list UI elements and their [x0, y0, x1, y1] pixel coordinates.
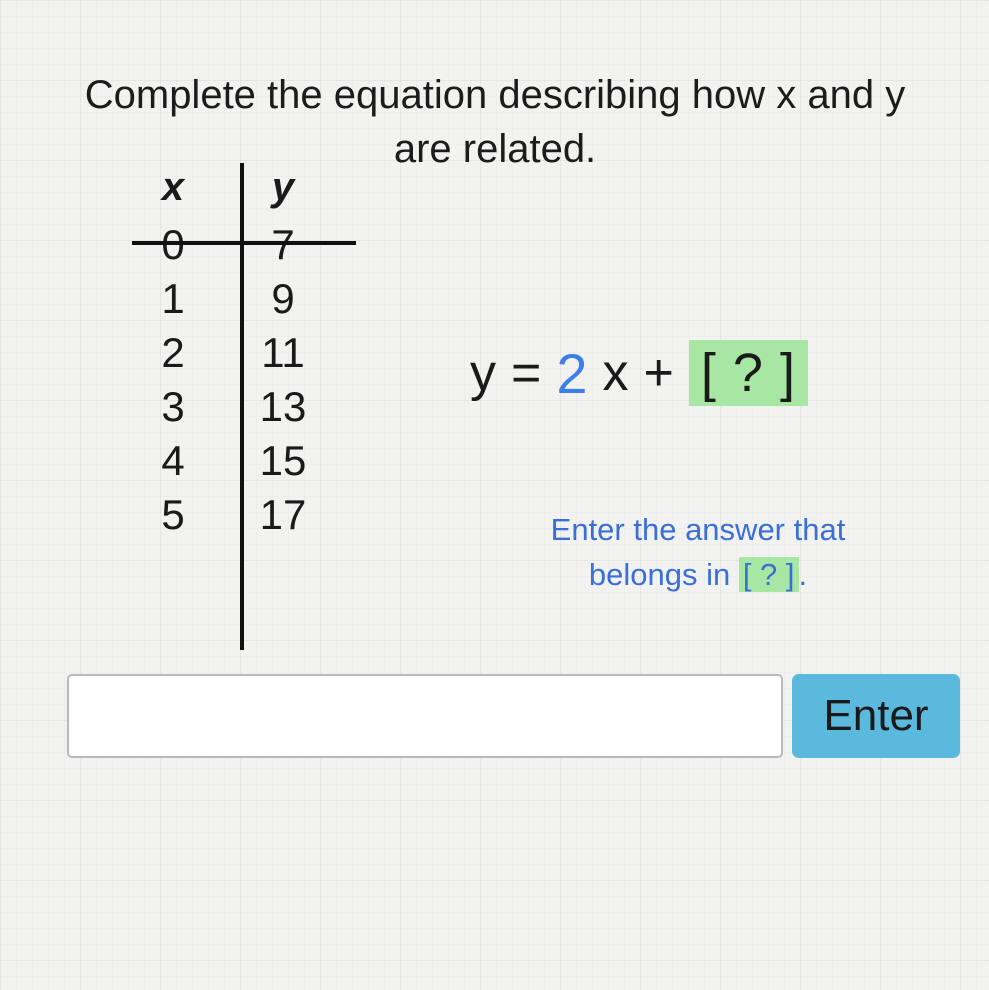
instruction-line-2-prefix: belongs in	[588, 556, 739, 592]
cell-y: 11	[261, 329, 305, 376]
equation-variable: x	[602, 344, 630, 403]
cell-y: 13	[259, 383, 307, 430]
table-header-row	[118, 163, 338, 218]
page-title: Complete the equation describing how x and y are related.	[84, 73, 906, 171]
table-row	[118, 272, 338, 326]
table-row	[118, 434, 338, 488]
equation-plus: +	[643, 344, 675, 403]
cell-y: 17	[259, 491, 307, 538]
cell-x	[118, 218, 228, 272]
cell-y: 9	[271, 275, 295, 322]
enter-button[interactable]: Enter	[792, 674, 960, 758]
equation-display	[470, 340, 808, 406]
instruction-line-2-suffix: .	[798, 556, 808, 592]
table-header-rule	[132, 241, 356, 245]
table-row	[118, 488, 338, 542]
equation-equals: =	[511, 344, 543, 403]
instruction-blank-placeholder: [ ? ]	[739, 557, 799, 592]
answer-row	[67, 674, 960, 758]
table-row	[118, 326, 338, 380]
cell-x: 1	[161, 275, 185, 322]
answer-input[interactable]	[67, 674, 783, 758]
xy-value-table	[118, 163, 368, 542]
cell-x: 3	[161, 383, 185, 430]
cell-y	[228, 218, 338, 272]
column-header-y: y	[271, 165, 295, 209]
cell-x: 2	[161, 329, 185, 376]
instruction-line-1: Enter the answer that	[550, 512, 846, 547]
cell-y: 15	[259, 437, 307, 484]
equation-blank-placeholder: [ ? ]	[689, 340, 808, 406]
equation-lhs: y	[470, 344, 497, 403]
column-header-x: x	[161, 165, 185, 209]
cell-x: 5	[161, 491, 185, 538]
equation-coefficient: 2	[556, 341, 589, 405]
instruction-text	[468, 508, 928, 598]
table-row	[118, 380, 338, 434]
cell-x: 4	[161, 437, 185, 484]
table-row	[118, 218, 338, 272]
table-column-divider	[240, 163, 244, 650]
